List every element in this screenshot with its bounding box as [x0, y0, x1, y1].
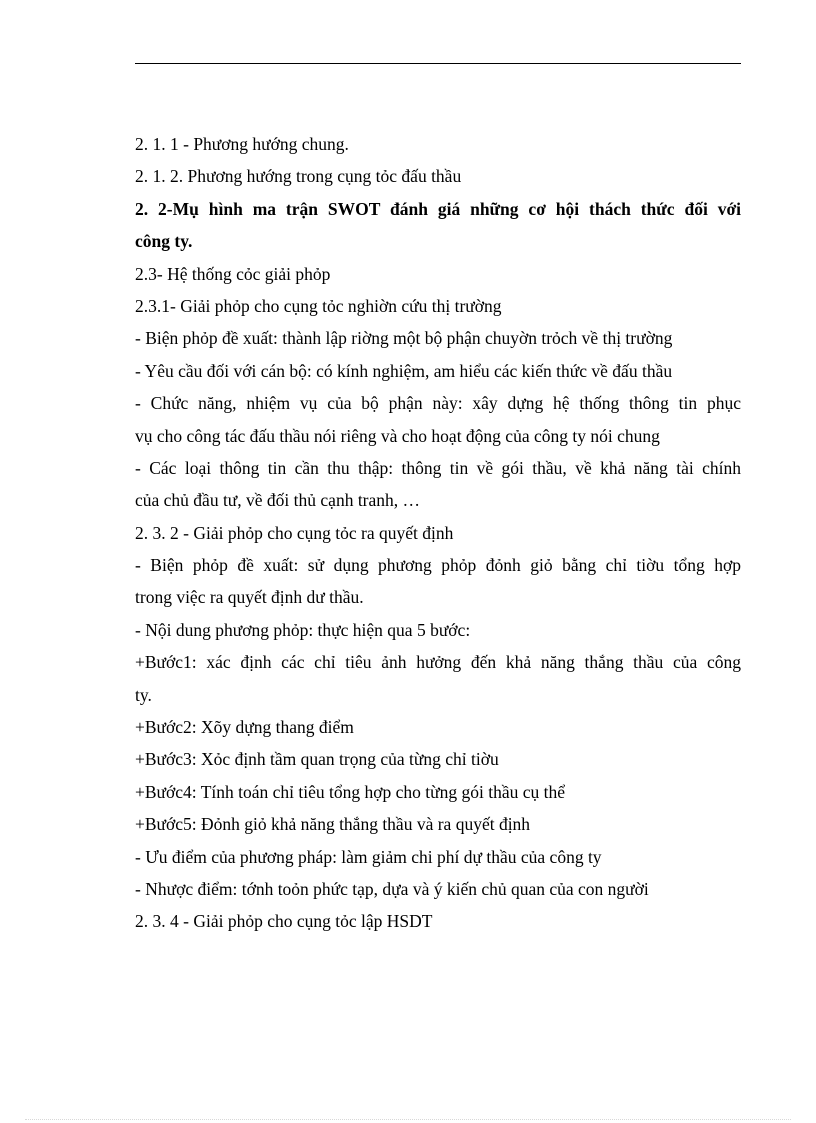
- step-1-line-2: ty.: [135, 684, 152, 705]
- bullet-proposed-method-line-1: - Biện phỏp đề xuất: sử dụng phương phỏp đỏnh giỏ bằng chỉ tiờu tổng hợp: [135, 555, 741, 576]
- heading-2-1-2: 2. 1. 2. Phương hướng trong cụng tỏc đấu thầu: [135, 166, 462, 187]
- step-4: +Bước4: Tính toán chỉ tiêu tổng hợp cho từng gói thầu cụ thể: [135, 781, 566, 802]
- heading-2-3-2: 2. 3. 2 - Giải phỏp cho cụng tỏc ra quyết định: [135, 522, 454, 543]
- header-rule: [135, 63, 741, 64]
- bullet-info-types-line-1: - Các loại thông tin cần thu thập: thông tin về gói thầu, về khả năng tài chính: [135, 457, 741, 478]
- bullet-advantages: - Ưu điểm của phương pháp: làm giảm chi phí dự thầu của công ty: [135, 846, 602, 867]
- heading-2-1-1: 2. 1. 1 - Phương hướng chung.: [135, 134, 349, 154]
- bullet-proposed-method-line-2: trong việc ra quyết định dư thầu.: [135, 587, 364, 608]
- bullet-info-types-line-2: của chủ đầu tư, về đối thủ cạnh tranh, …: [135, 490, 421, 511]
- bullet-functions-line-2: vụ cho công tác đấu thầu nói riêng và cho hoạt động của công ty nói chung: [135, 425, 660, 446]
- heading-2-3: 2.3- Hệ thống cỏc giải phỏp: [135, 263, 331, 284]
- bullet-functions-line-1: - Chức năng, nhiệm vụ của bộ phận này: xây dựng hệ thống thông tin phục: [135, 393, 741, 414]
- step-2: +Bước2: Xõy dựng thang điểm: [135, 717, 354, 738]
- heading-2-2-line-2: công ty.: [135, 231, 193, 252]
- bullet-method-content: - Nội dung phương phỏp: thực hiện qua 5 bước:: [135, 619, 471, 640]
- bullet-staff-requirements: - Yêu cầu đối với cán bộ: có kính nghiệm, am hiểu các kiến thức về đấu thầu: [135, 360, 673, 381]
- document-body: [135, 128, 741, 938]
- step-3: +Bước3: Xỏc định tầm quan trọng của từng chỉ tiờu: [135, 749, 499, 770]
- heading-2-3-1: 2.3.1- Giải phỏp cho cụng tỏc nghiờn cứu thị trường: [135, 295, 502, 316]
- step-5: +Bước5: Đỏnh giỏ khả năng thắng thầu và ra quyết định: [135, 814, 531, 835]
- bullet-proposed-measure: - Biện phỏp đề xuất: thành lập riờng một bộ phận chuyờn trỏch về thị trường: [135, 328, 673, 349]
- bullet-disadvantages: - Nhược điểm: tớnh toỏn phức tạp, dựa và ý kiến chủ quan của con người: [135, 878, 649, 899]
- heading-2-2-line-1: 2. 2-Mụ hình ma trận SWOT đánh giá những cơ hội thách thức đối với: [135, 198, 741, 219]
- heading-2-3-4: 2. 3. 4 - Giải phỏp cho cụng tỏc lập HSDT: [135, 911, 433, 932]
- footer-divider: [25, 1119, 791, 1120]
- step-1-line-1: +Bước1: xác định các chỉ tiêu ảnh hưởng đến khả năng thắng thầu của công: [135, 652, 741, 673]
